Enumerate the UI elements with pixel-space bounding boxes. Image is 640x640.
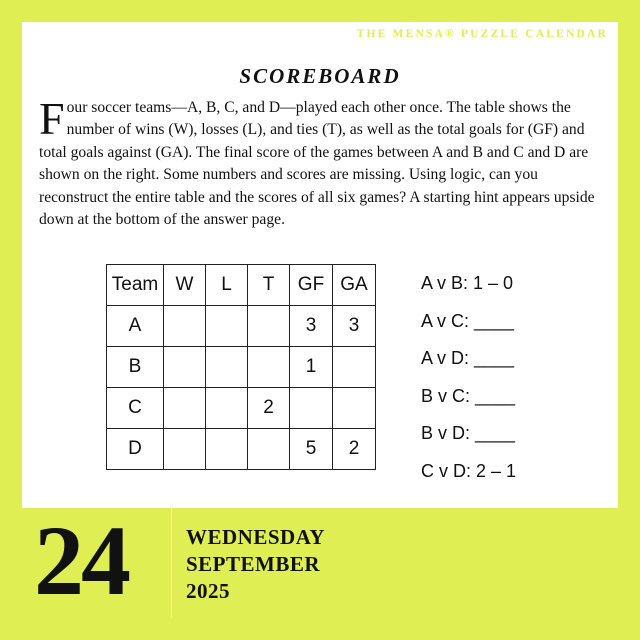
game-score-b-v-c: B v C: ____	[421, 385, 516, 406]
month: SEPTEMBER	[186, 552, 321, 576]
year: 2025	[186, 579, 230, 603]
goals-against-cell: 2	[333, 429, 376, 470]
goals-for-cell	[290, 388, 333, 429]
goals-against-cell: 3	[333, 306, 376, 347]
table-row	[107, 429, 376, 470]
goals-against-cell	[333, 347, 376, 388]
table-row	[107, 306, 376, 347]
losses-cell	[206, 347, 248, 388]
ties-cell: 2	[248, 388, 290, 429]
table-row	[107, 388, 376, 429]
header-goals-against: GA	[333, 265, 376, 306]
goals-for-cell: 1	[290, 347, 333, 388]
game-score-b-v-d: B v D: ____	[421, 423, 516, 443]
ties-cell	[248, 347, 290, 388]
game-score-c-v-d: C v D: 2 – 1	[421, 460, 517, 481]
ties-cell	[248, 306, 290, 347]
team-cell: D	[107, 429, 164, 470]
team-cell: B	[107, 347, 164, 388]
header-team: Team	[107, 265, 164, 306]
losses-cell	[206, 306, 248, 347]
date-divider-vertical	[171, 508, 172, 618]
puzzle-title: SCOREBOARD	[239, 64, 401, 88]
goals-for-cell: 5	[290, 429, 333, 470]
table-header-row	[107, 265, 376, 306]
team-cell: C	[107, 388, 164, 429]
puzzle-intro	[39, 93, 604, 231]
header-ties: T	[248, 265, 290, 306]
goals-against-cell	[333, 388, 376, 429]
wins-cell	[164, 388, 206, 429]
table-row	[107, 347, 376, 388]
header-losses: L	[206, 265, 248, 306]
header-goals-for: GF	[290, 265, 333, 306]
wins-cell	[164, 306, 206, 347]
day-number: 24	[34, 505, 128, 616]
wins-cell	[164, 347, 206, 388]
wins-cell	[164, 429, 206, 470]
game-scores-list	[421, 265, 516, 490]
weekday: WEDNESDAY	[186, 525, 326, 549]
game-score-a-v-d: A v D: ____	[421, 348, 515, 368]
game-score-a-v-c: A v C: ____	[421, 310, 515, 331]
puzzle-intro-text: our soccer teams—A, B, C, and D—played each other once. The table shows the number of wins (W), losses (L), and ties (T), as well as the total goals for (GF) and total goals against (GA). The final score of the games between A and B and C and D are shown on the right. Some numbers and scores are missing. Using logic, can you reconstruct the entire table and the scores of all six games? A starting hint appears upside down at the bottom of the answer page.	[39, 99, 595, 229]
calendar-brand: THE MENSA® PUZZLE CALENDAR	[356, 28, 608, 40]
drop-cap: F	[39, 93, 65, 144]
goals-for-cell: 3	[290, 306, 333, 347]
losses-cell	[206, 429, 248, 470]
team-cell: A	[107, 306, 164, 347]
date-block	[186, 524, 325, 605]
game-score-a-v-b: A v B: 1 – 0	[421, 273, 514, 293]
header-wins: W	[164, 265, 206, 306]
standings-table	[106, 264, 376, 470]
losses-cell	[206, 388, 248, 429]
ties-cell	[248, 429, 290, 470]
